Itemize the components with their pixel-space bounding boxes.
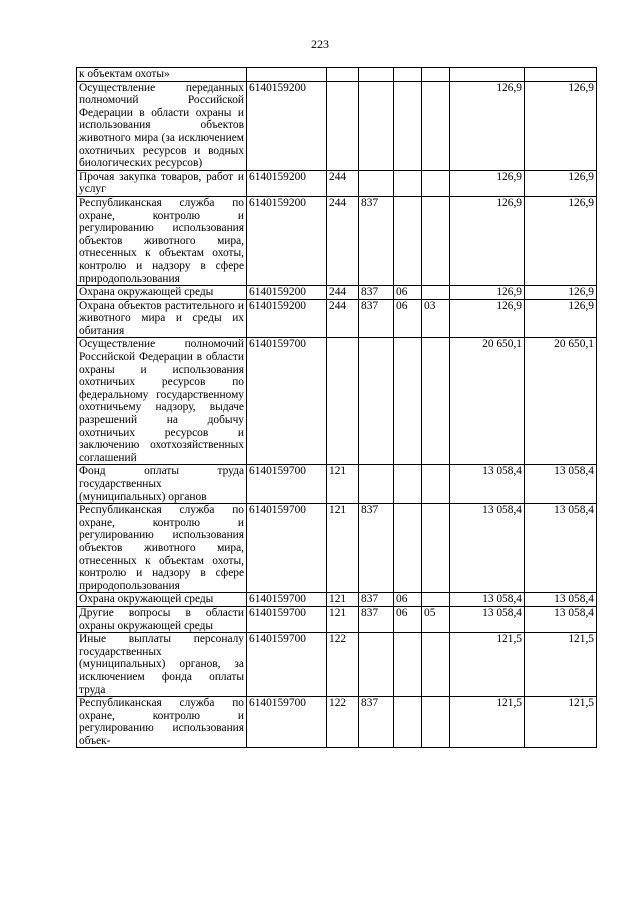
table-row: [77, 633, 597, 697]
row-section-cell: [394, 465, 422, 504]
row-name-cell: к объектам охоты»: [77, 68, 247, 82]
row-name-cell: Республиканская служба по охране, контролю и регулированию использования объектов животного мира, отнесенных к объектам охоты, контролю и надзору в сфере природопользования: [77, 504, 247, 593]
row-code-cell: 6140159200: [247, 286, 327, 300]
row-section-cell: [394, 338, 422, 465]
row-name-cell: Фонд оплаты труда государственных (муниципальных) органов: [77, 465, 247, 504]
row-section-cell: 06: [394, 593, 422, 607]
row-section-cell: 06: [394, 606, 422, 632]
row-department-cell: [359, 338, 394, 465]
row-department-cell: [359, 68, 394, 82]
row-department-cell: 837: [359, 299, 394, 338]
page-number: 223: [311, 37, 329, 51]
table-row: [77, 286, 597, 300]
row-expense-type-cell: 244: [327, 196, 359, 285]
row-department-cell: [359, 170, 394, 196]
row-sum-first-cell: 13 058,4: [450, 593, 525, 607]
row-subsection-cell: [422, 68, 450, 82]
row-department-cell: 837: [359, 504, 394, 593]
row-subsection-cell: [422, 81, 450, 170]
row-name-cell: Прочая закупка товаров, работ и услуг: [77, 170, 247, 196]
row-subsection-cell: 03: [422, 299, 450, 338]
row-sum-first-cell: 126,9: [450, 170, 525, 196]
row-section-cell: 06: [394, 299, 422, 338]
table-row: [77, 338, 597, 465]
row-sum-first-cell: 121,5: [450, 697, 525, 748]
row-name-cell: Другие вопросы в области охраны окружающей среды: [77, 606, 247, 632]
row-sum-first-cell: 126,9: [450, 81, 525, 170]
row-code-cell: 6140159200: [247, 299, 327, 338]
table-row: [77, 606, 597, 632]
row-code-cell: 6140159700: [247, 338, 327, 465]
row-name-cell: Охрана объектов растительного и животного мира и среды их обитания: [77, 299, 247, 338]
row-subsection-cell: [422, 170, 450, 196]
row-sum-first-cell: 13 058,4: [450, 504, 525, 593]
row-expense-type-cell: 244: [327, 170, 359, 196]
row-sum-second-cell: 126,9: [525, 299, 597, 338]
row-department-cell: [359, 81, 394, 170]
row-sum-second-cell: 126,9: [525, 286, 597, 300]
row-expense-type-cell: [327, 338, 359, 465]
row-sum-second-cell: 13 058,4: [525, 606, 597, 632]
row-sum-second-cell: 121,5: [525, 697, 597, 748]
row-code-cell: 6140159700: [247, 593, 327, 607]
row-code-cell: 6140159700: [247, 504, 327, 593]
row-section-cell: [394, 170, 422, 196]
row-sum-second-cell: 13 058,4: [525, 465, 597, 504]
table-row: [77, 593, 597, 607]
row-expense-type-cell: 121: [327, 606, 359, 632]
row-name-cell: Республиканская служба по охране, контролю и регулированию использования объектов животного мира, отнесенных к объектам охоты, контролю и надзору в сфере природопользования: [77, 196, 247, 285]
row-sum-second-cell: 126,9: [525, 81, 597, 170]
row-name-cell: Охрана окружающей среды: [77, 593, 247, 607]
row-sum-first-cell: 126,9: [450, 299, 525, 338]
row-section-cell: [394, 196, 422, 285]
row-expense-type-cell: 244: [327, 286, 359, 300]
row-section-cell: 06: [394, 286, 422, 300]
row-section-cell: [394, 633, 422, 697]
row-name-cell: Осуществление переданных полномочий Российской Федерации в области охраны и использования объектов животного мира (за исключением охотничьих ресурсов и водных биологических ресурсов): [77, 81, 247, 170]
row-subsection-cell: 05: [422, 606, 450, 632]
table-row: [77, 697, 597, 748]
row-subsection-cell: [422, 465, 450, 504]
row-subsection-cell: [422, 286, 450, 300]
row-code-cell: 6140159200: [247, 170, 327, 196]
row-expense-type-cell: [327, 81, 359, 170]
row-subsection-cell: [422, 633, 450, 697]
row-sum-first-cell: 126,9: [450, 286, 525, 300]
row-sum-first-cell: 126,9: [450, 196, 525, 285]
row-department-cell: [359, 465, 394, 504]
row-sum-first-cell: 20 650,1: [450, 338, 525, 465]
table-row: [77, 196, 597, 285]
row-expense-type-cell: [327, 68, 359, 82]
row-sum-second-cell: 20 650,1: [525, 338, 597, 465]
row-sum-second-cell: 13 058,4: [525, 593, 597, 607]
row-name-cell: Охрана окружающей среды: [77, 286, 247, 300]
row-code-cell: [247, 68, 327, 82]
row-sum-first-cell: 13 058,4: [450, 606, 525, 632]
row-code-cell: 6140159700: [247, 465, 327, 504]
row-section-cell: [394, 68, 422, 82]
row-expense-type-cell: 121: [327, 593, 359, 607]
row-sum-first-cell: 13 058,4: [450, 465, 525, 504]
budget-table-body: [77, 68, 597, 748]
row-subsection-cell: [422, 504, 450, 593]
row-section-cell: [394, 504, 422, 593]
row-department-cell: 837: [359, 593, 394, 607]
row-department-cell: 837: [359, 606, 394, 632]
row-subsection-cell: [422, 593, 450, 607]
row-sum-second-cell: 121,5: [525, 633, 597, 697]
row-expense-type-cell: 122: [327, 697, 359, 748]
row-name-cell: Иные выплаты персоналу государственных (муниципальных) органов, за исключением фонда оплаты труда: [77, 633, 247, 697]
table-row: [77, 504, 597, 593]
row-subsection-cell: [422, 697, 450, 748]
row-sum-second-cell: 13 058,4: [525, 504, 597, 593]
table-row: [77, 299, 597, 338]
budget-table: [76, 67, 597, 748]
row-name-cell: Республиканская служба по охране, контролю и регулированию использования объек-: [77, 697, 247, 748]
row-sum-second-cell: 126,9: [525, 196, 597, 285]
row-code-cell: 6140159700: [247, 633, 327, 697]
table-row: [77, 465, 597, 504]
row-sum-first-cell: 121,5: [450, 633, 525, 697]
row-expense-type-cell: 121: [327, 504, 359, 593]
row-department-cell: 837: [359, 286, 394, 300]
row-department-cell: 837: [359, 196, 394, 285]
row-sum-second-cell: [525, 68, 597, 82]
row-code-cell: 6140159200: [247, 196, 327, 285]
row-code-cell: 6140159200: [247, 81, 327, 170]
row-sum-second-cell: 126,9: [525, 170, 597, 196]
row-section-cell: [394, 697, 422, 748]
row-section-cell: [394, 81, 422, 170]
row-code-cell: 6140159700: [247, 606, 327, 632]
table-row: [77, 81, 597, 170]
row-code-cell: 6140159700: [247, 697, 327, 748]
row-expense-type-cell: 121: [327, 465, 359, 504]
row-name-cell: Осуществление полномочий Российской Федерации в области охраны и использования охотничьих ресурсов по федеральному государственному охотничьему надзору, выдаче разрешений на добычу охотничьих ресурсов и заключению охотхозяйственных соглашений: [77, 338, 247, 465]
row-department-cell: [359, 633, 394, 697]
row-subsection-cell: [422, 338, 450, 465]
row-sum-first-cell: [450, 68, 525, 82]
table-row: [77, 170, 597, 196]
row-subsection-cell: [422, 196, 450, 285]
table-row: [77, 68, 597, 82]
row-expense-type-cell: 122: [327, 633, 359, 697]
row-expense-type-cell: 244: [327, 299, 359, 338]
row-department-cell: 837: [359, 697, 394, 748]
